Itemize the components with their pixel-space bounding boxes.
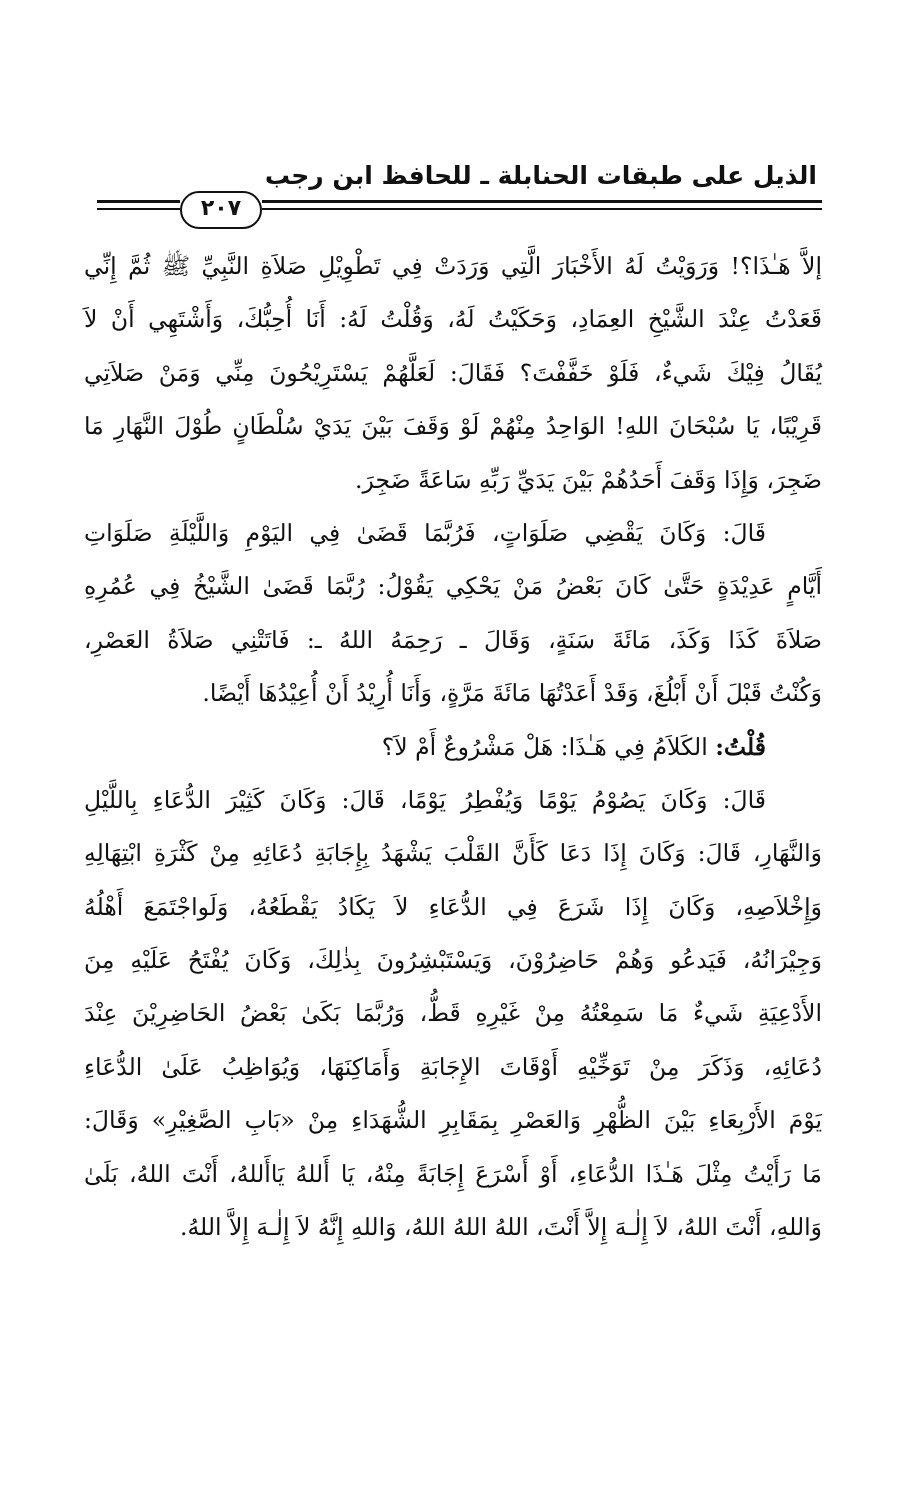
text-line: وَالنَّهَارِ، قَالَ: وَكَانَ إِذَا دَعَا كَأَنَّ القَلْبَ يَشْهَدُ بِإِجَابَةِ دُعَائِهِ مِنْ كَثْرَةِ ابْتِهَالِهِ	[84, 839, 822, 868]
text-line: يَوْمَ الأَرْبِعَاءِ بَيْنَ الظُّهْرِ وَالعَصْرِ بِمَقَابِرِ الشُّهَدَاءِ مِنْ «بَابِ الصَّغِيْرِ» وَقَالَ:	[84, 1106, 822, 1135]
text-line: ضَجِرَ، وَإِذَا وَقَفَ أَحَدُهُمْ بَيْنَ يَدَيِّ رَبِّهِ سَاعَةً ضَجِرَ.	[355, 465, 822, 494]
text-line: إلاَّ هَـٰذَا؟! وَرَوَيْتُ لَهُ الأَخْبَارَ الَّتِي وَرَدَتْ فِي تَطْوِيْلِ صَلاَةِ النَّبِيِّ ﷺ ثُمَّ إِنِّي	[84, 252, 822, 280]
body-text	[84, 240, 822, 1254]
text-line: قَالَ: وَكَانَ يَصُوْمُ يَوْمًا وَيُفْطِرُ يَوْمًا، قَالَ: وَكَانَ كَثِيْرَ الدُّعَاءِ بِاللَّيْلِ	[84, 785, 766, 814]
text-line: وَاللهِ، أَنْتَ اللهُ، لاَ إِلٰـهَ إِلاَّ أَنْتَ، اللهُ اللهُ اللهُ، وَاللهِ إِنَّهُ لاَ إِلٰـهَ إِلاَّ اللهُ.	[179, 1213, 822, 1242]
header-rule-left-thin	[97, 208, 180, 210]
text-line: وَإِخْلاَصِهِ، وَكَانَ إِذَا شَرَعَ فِي الدُّعَاءِ لاَ يَكَادُ يَقْطَعُهُ، وَلَواجْتَمَعَ أَهْلُهُ	[84, 892, 822, 921]
header-rule-right-thin	[262, 208, 822, 210]
text-line: وَكُنْتُ قَبْلَ أَنْ أَبْلُغَ، وَقَدْ أَعَدْتُهَا مَائَةَ مَرَّةٍ، وَأَنَا أُرِيْدُ أَنْ أُعِيْدُهَا أَيْضًا.	[202, 679, 822, 708]
text-line: صَلاَةَ كَذَا وَكَذَ، مَائَةَ سَنَةٍ، وَقَالَ ـ رَحِمَهُ اللهُ ـ: فَاتَتْنِي صَلاَةُ العَصْرِ،	[84, 625, 822, 654]
text-line: الأَدْعِيَةِ شَيءٌ مَا سَمِعْتُهُ مِنْ غَيْرِهِ قَطُّ، وَرُبَّمَا بَكَىٰ بَعْضُ الحَاضِرِيْنَ عِنْدَ	[84, 999, 822, 1028]
note-line	[84, 721, 822, 774]
note-text: الكَلاَمُ فِي هَـٰذَا: هَلْ مَشْرُوعٌ أَمْ لاَ؟	[381, 732, 708, 761]
text-line: مَا رَأَيْتُ مِثْلَ هَـٰذَا الدُّعَاءِ، أَوْ أَسْرَعَ إِجَابَةً مِنْهُ، يَا أَللهُ يَاأَللهُ، أَنْتَ اللهُ، بَلَىٰ	[84, 1159, 822, 1188]
text-line: أَيَّامٍ عَدِيْدَةٍ حَتَّىٰ كَانَ بَعْضُ مَنْ يَحْكِي يَقُوْلُ: رُبَّمَا قَضَىٰ الشَّيْخُ فِي عُمُرِهِ	[84, 572, 822, 601]
text-line: قَرِيْبًا، يَا سُبْحَانَ اللهِ! الوَاحِدُ مِنْهُمْ لَوْ وَقَفَ بَيْنَ يَدَيْ سُلْطَانٍ طُوْلَ النَّهَارِ مَا	[84, 412, 822, 441]
text-line: قَالَ: وَكَانَ يَقْضِي صَلَوَاتٍ، فَرُبَّمَا قَضَىٰ فِي اليَوْمِ وَاللَّيْلَةِ صَلَوَاتِ	[84, 518, 766, 547]
text-line: وَجِيْرَانُهُ، فَيَدعُو وَهُمْ حَاضِرُوْنَ، وَيَسْتَبْشِرُونَ بِذٰلِكَ، وَكَانَ يُفْتَحُ عَلَيْهِ مِنَ	[84, 946, 822, 975]
text-line: قَعَدْتُ عِنْدَ الشَّيْخِ العِمَادِ، وَحَكَيْتُ لَهُ، وَقُلْتُ لَهُ: أَنَا أُحِبُّكَ، وَأَشْتَهِي أَنْ لاَ	[84, 305, 822, 334]
running-title: الذيل على طبقات الحنابلة ـ للحافظ ابن رجب	[264, 161, 817, 190]
page-number: ٢٠٧	[180, 191, 262, 229]
header-rule-left	[97, 200, 180, 203]
text-line: دُعَائِهِ، وَذَكَرَ مِنْ تَوَخِّيْهِ أَوْقَاتَ الإِجَابَةِ وَأَمَاكِنَهَا، وَيُوَاظِبُ عَلَىٰ الدُّعَاءِ	[84, 1052, 822, 1081]
text-line: يُقَالُ فِيْكَ شَيءٌ، فَلَوْ خَفَّفْتَ؟ فَقَالَ: لَعَلَّهُمْ يَسْتَرِيْحُونَ مِنِّي وَمَنْ صَلاَتِي	[84, 358, 822, 387]
note-label: قُلْتُ:	[715, 732, 766, 761]
header-rule-right	[262, 200, 822, 203]
